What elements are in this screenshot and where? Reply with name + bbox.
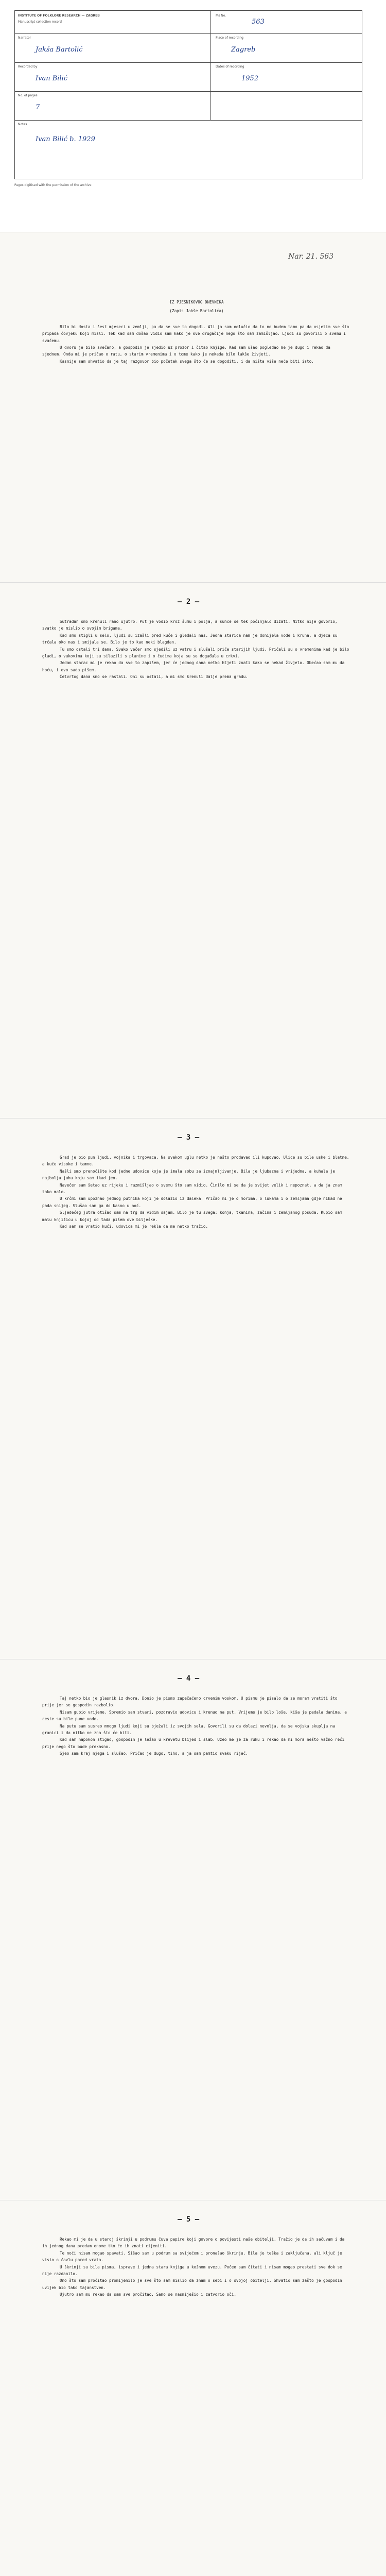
paragraph: Četvrtog dana smo se rastali. Oni su ostali, a mi smo krenuli dalje prema gradu. (60, 674, 248, 680)
paragraph: Bilo bi dosta i šest mjeseci u zemlji, pa da se sve to dogodi. Ali ja sam odlučio da to ne budem tamo pa da osjetim sve što pripada čovjeku koji misli. Tek kad sam došao vidio sam kako je sve drugačije nego što sam zamišljao. Ljudi su govorili o svemu i svačemu. (42, 324, 349, 343)
manuscript-page-4 (0, 1659, 386, 2200)
page-number: — 4 — (178, 1674, 200, 1683)
paragraph: Navečer sam šetao uz rijeku i razmišljao o svemu što sam vidio. Činilo mi se da je svijet velik i nepoznat, a da ja znam tako malo. (42, 1182, 342, 1195)
pages-label: No. of pages (18, 94, 38, 97)
paragraph: Sutradan smo krenuli rano ujutro. Put je vodio kroz šumu i polja, a sunce se tek počinjalo dizati. Nitko nije govorio, svatko je mislio o svojim brigama. (42, 619, 338, 631)
paragraph: Sljedećeg jutra otišao sam na trg da vidim sajam. Bilo je tu svega: konja, tkanina, začina i zemljanog posuđa. Kupio sam malu knjižicu u kojoj od tada pišem ove bilješke. (42, 1210, 342, 1222)
paragraph: Jedan starac mi je rekao da sve to zapišem, jer će jednog dana netko htjeti znati kako se nekad živjelo. Obećao sam mu da hoću, i evo sada pišem. (42, 660, 345, 672)
manuscript-page-2 (0, 582, 386, 1118)
paragraph: Ono što sam pročitao promijenilo je sve što sam mislio da znam o sebi i o svojoj obitelji. Shvatio sam zašto je gospodin uvijek bio tako tajanstven. (42, 2278, 342, 2290)
paragraph: Taj netko bio je glasnik iz dvora. Donio je pismo zapečaćeno crvenim voskom. U pismu je pisalo da se moram vratiti što prije jer se gospodin razbolio. (42, 1696, 338, 1708)
recorder-label: Recorded by (18, 65, 38, 69)
archive-stamp: Nar. 21. 563 (288, 252, 334, 261)
ms-label: Ms No. (216, 14, 226, 18)
paragraph: Kad sam napokon stigao, gospodin je ležao u krevetu blijed i slab. Uzeo me je za ruku i rekao da mi mora nešto važno reći prije nego što bude prekasno. (42, 1737, 345, 1749)
paragraph: Ujutro sam mu rekao da sam sve pročitao. Samo se nasmiješio i zatvorio oči. (60, 2292, 236, 2297)
page-3-text (42, 1154, 351, 1230)
place-value: Zagreb (231, 46, 256, 54)
manuscript-page-5 (0, 2200, 386, 2576)
paragraph: Kad sam se vratio kući, udovica mi je rekla da me netko tražio. (60, 1224, 208, 1229)
narrator-label: Narrator (18, 36, 31, 40)
paragraph: U krčmi sam upoznao jednog putnika koji je dolazio iz daleka. Pričao mi je o morima, o lukama i o zemljama gdje nikad ne pada snijeg. Slušao sam ga do kasno u noć. (42, 1196, 342, 1208)
catalogue-card-page (0, 0, 386, 232)
ms-value: 563 (252, 18, 265, 26)
manuscript-page-3 (0, 1118, 386, 1659)
paragraph: Kad smo stigli u selo, ljudi su izašli pred kuće i gledali nas. Jedna starica nam je donijela vode i kruha, a djeca su trčala oko nas i smijala se. Bilo je to kao neki blagdan. (42, 633, 338, 645)
paragraph: U škrinji su bila pisma, isprave i jedna stara knjiga u kožnom uvezu. Počeo sam čitati i nisam mogao prestati sve dok se nije razdanilo. (42, 2264, 342, 2277)
dates-label: Dates of recording (216, 65, 244, 69)
manuscript-page-1 (0, 232, 386, 582)
page-number: — 2 — (178, 598, 200, 606)
dates-value: 1952 (241, 75, 259, 82)
page-number: — 5 — (178, 2215, 200, 2224)
card-subtitle: Manuscript collection record (18, 20, 62, 24)
heading: IZ PJESNIKOVOG DNEVNIKA (169, 300, 224, 304)
paragraph: Na putu sam susreo mnogo ljudi koji su bježali iz svojih sela. Govorili su da dolazi nevolja, da se vojska skuplja na granici i da nitko ne zna što će biti. (42, 1723, 335, 1736)
paragraph: Nisam gubio vrijeme. Spremio sam stvari, pozdravio udovicu i krenuo na put. Vrijeme je bilo loše, kiša je padala danima, a ceste su bile pune vode. (42, 1709, 347, 1722)
place-label: Place of recording (216, 36, 243, 40)
paragraph: Tu smo ostali tri dana. Svako večer smo sjedili uz vatru i slušali priče starijih ljudi. Pričali su o vremenima kad je bilo gladi, o vukovima koji su silazili s planine i o čudima koja su se događala u crkvi. (42, 647, 349, 659)
pages-value: 7 (36, 104, 40, 111)
paragraph: Grad je bio pun ljudi, vojnika i trgovaca. Na svakom uglu netko je nešto prodavao ili kupovao. Ulice su bile uske i blatne, a kuće visoke i tamne. (42, 1155, 349, 1167)
notes-value: Ivan Bilić b. 1929 (36, 135, 95, 143)
paragraph: Sjeo sam kraj njega i slušao. Pričao je dugo, tiho, a ja sam pamtio svaku riječ. (60, 1751, 248, 1756)
narrator-value: Jakša Bartolić (36, 46, 83, 54)
card-footer: Pages digitised with the permission of the archive (14, 183, 92, 187)
page-2-text (42, 618, 351, 681)
paragraph: U dvoru je bilo svečano, a gospodin je sjedio uz prozor i čitao knjige. Kad sam ušao pogledao me je dugo i rekao da sjednem. Onda mi je pričao o ratu, o starim vremenima i o tome kako je nekada bilo lakše živjeti. (42, 345, 330, 357)
page-separator (0, 582, 386, 583)
institution-name: INSTITUTE OF FOLKLORE RESEARCH — ZAGREB (18, 14, 100, 18)
page-1-text (42, 299, 351, 365)
paragraph: Rekao mi je da u staroj škrinji u podrumu čuva papire koji govore o povijesti naše obitelji. Tražio je da ih sačuvam i da ih jednog dana predam onome tko će ih znati cijeniti. (42, 2237, 345, 2249)
paragraph: Te noći nisam mogao spavati. Sišao sam u podrum sa svijećom i pronašao škrinju. Bila je teška i zaključana, ali ključ je visio o čavlu pored vrata. (42, 2250, 342, 2263)
notes-label: Notes (18, 123, 27, 126)
page-5-text (42, 2236, 351, 2298)
page-4-text (42, 1695, 351, 1757)
paragraph: Našli smo prenoćište kod jedne udovice koja je imala sobu za iznajmljivanje. Bila je ljubazna i vrijedna, a kuhala je najbolju juhu koju sam ikad jeo. (42, 1168, 335, 1181)
subheading: (Zapis Jakše Bartolića) (169, 309, 224, 314)
catalogue-card (14, 10, 362, 179)
paragraph: Kasnije sam shvatio da je taj razgovor bio početak svega što će se dogoditi, i da ništa više neće biti isto. (60, 359, 314, 364)
recorder-value: Ivan Bilić (36, 75, 68, 82)
page-number: — 3 — (178, 1133, 200, 1142)
